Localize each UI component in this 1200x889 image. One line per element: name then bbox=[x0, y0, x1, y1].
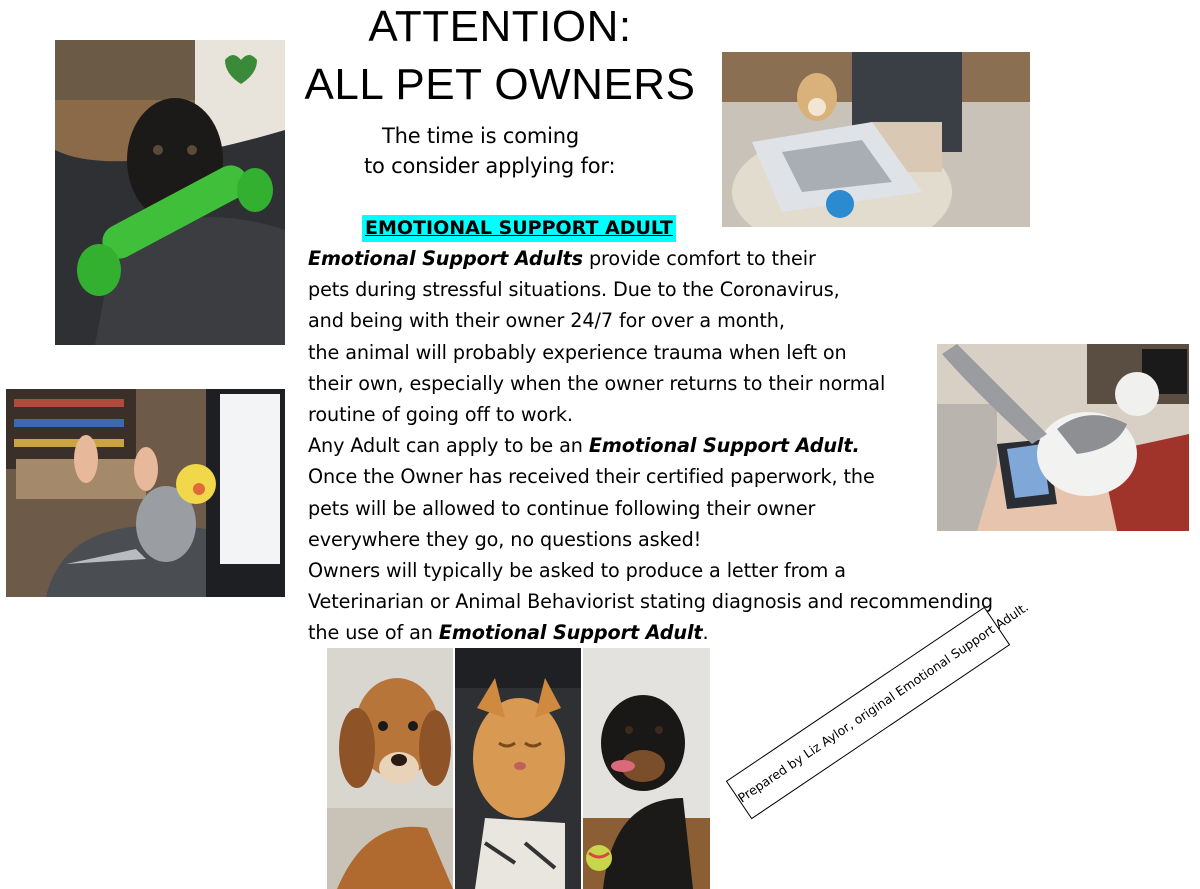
title-line-2: ALL PET OWNERS bbox=[304, 60, 696, 109]
body-line: pets will be allowed to continue following their owner bbox=[308, 496, 816, 520]
emphasis-text: Emotional Support Adult. bbox=[588, 434, 860, 458]
body-line: everywhere they go, no questions asked! bbox=[308, 527, 702, 551]
photo-cat-laptop bbox=[937, 344, 1189, 531]
body-line: routine of going off to work. bbox=[308, 403, 573, 427]
emphasis-text: Emotional Support Adults bbox=[308, 247, 583, 270]
body-line: and being with their owner 24/7 for over a month, bbox=[308, 309, 785, 333]
photo-orange-cat bbox=[455, 648, 581, 889]
body-line: Owners will typically be asked to produce a letter from a bbox=[308, 559, 846, 583]
body-line: the animal will probably experience trauma when left on bbox=[308, 340, 847, 364]
intro-line-1: The time is coming bbox=[382, 124, 580, 148]
photo-black-dog bbox=[583, 648, 710, 889]
body-span: Any Adult can apply to be an bbox=[308, 434, 589, 458]
body-line: Once the Owner has received their certified paperwork, the bbox=[308, 465, 875, 489]
photo-dog-laptop bbox=[722, 52, 1030, 227]
title-line-1: ATTENTION: bbox=[368, 2, 632, 51]
body-span: provide comfort to their bbox=[582, 247, 816, 270]
body-line: pets during stressful situations. Due to the Coronavirus, bbox=[308, 278, 840, 302]
emphasis-text: Emotional Support Adult bbox=[438, 621, 703, 645]
body-line: their own, especially when the owner returns to their normal bbox=[308, 371, 886, 395]
prepared-by-text: Prepared by Liz Aylor, original Emotional Support Adult. bbox=[735, 599, 1032, 806]
page-title bbox=[300, 0, 700, 114]
photo-dog-with-toy bbox=[55, 40, 285, 345]
body-line bbox=[308, 243, 1048, 274]
photo-cockatiel bbox=[6, 389, 285, 597]
photo-puppy bbox=[327, 648, 453, 889]
intro-line-2: to consider applying for: bbox=[364, 154, 616, 178]
body-span: the use of an bbox=[308, 621, 439, 645]
body-line: Veterinarian or Animal Behaviorist stating diagnosis and recommending bbox=[308, 590, 993, 614]
section-heading: EMOTIONAL SUPPORT ADULT bbox=[362, 215, 676, 242]
body-span: . bbox=[702, 621, 709, 645]
